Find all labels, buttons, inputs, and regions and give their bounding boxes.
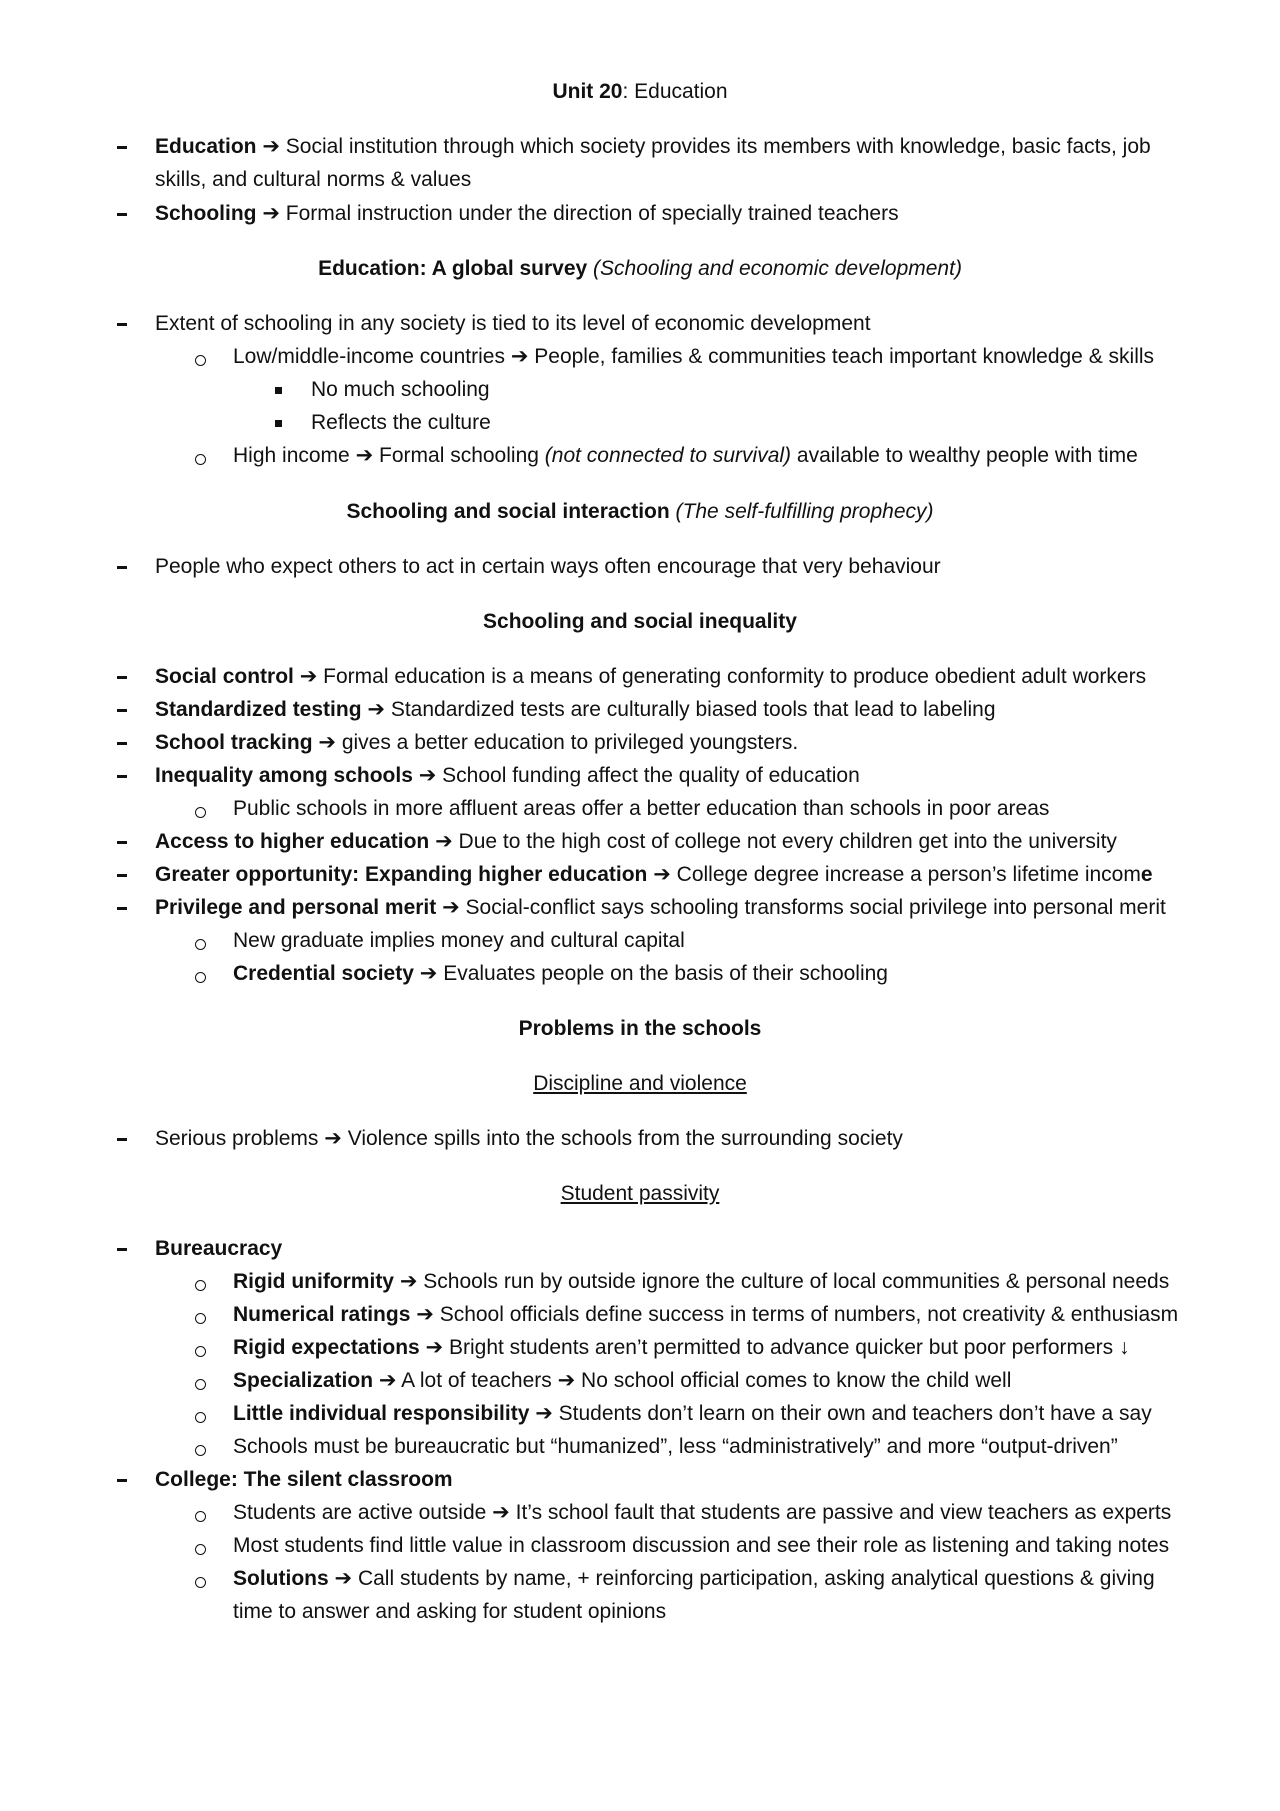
page-title <box>0 77 1280 107</box>
arrow-icon: ➔ <box>435 830 453 853</box>
circle-bullet <box>195 1577 206 1588</box>
item-text: Standardized tests are culturally biased tools that lead to labeling <box>384 698 996 721</box>
definition-education <box>155 132 1151 162</box>
item-text: available to wealthy people with time <box>791 444 1138 467</box>
title-subject: : Education <box>622 80 728 103</box>
item-text: School officials define success in terms of numbers, not creativity & enthusiasm <box>433 1303 1179 1326</box>
list-item <box>233 342 1154 372</box>
circle-bullet <box>195 1280 206 1291</box>
item-text: A lot of teachers <box>396 1369 552 1392</box>
arrow-icon: ➔ <box>355 444 374 467</box>
term: Credential society <box>233 962 414 985</box>
dash-bullet <box>117 874 127 877</box>
circle-bullet <box>195 454 206 465</box>
arrow-icon: ➔ <box>653 863 671 886</box>
item-text: Formal schooling <box>373 444 545 467</box>
term-schooling: Schooling <box>155 202 257 225</box>
list-item: Extent of schooling in any society is tied to its level of economic development <box>155 312 871 335</box>
section-heading-inequality: Schooling and social inequality <box>483 610 797 633</box>
item-text-bold: e <box>1140 863 1153 886</box>
term: Greater opportunity: Expanding higher education <box>155 863 648 886</box>
circle-bullet <box>195 1379 206 1390</box>
item-text: Call students by name, + reinforcing participation, asking analytical questions & giving <box>352 1567 1155 1590</box>
section-heading-interaction <box>0 497 1280 527</box>
subheading-passivity: Student passivity <box>560 1182 720 1205</box>
list-item: Bureaucracy <box>155 1237 283 1260</box>
term: Specialization <box>233 1369 374 1392</box>
arrow-icon: ➔ <box>318 731 336 754</box>
item-text: School funding affect the quality of education <box>436 764 860 787</box>
list-item <box>233 1498 1171 1528</box>
list-item <box>233 1333 1130 1363</box>
list-item <box>233 1267 1169 1297</box>
subheading-discipline: Discipline and violence <box>533 1072 747 1095</box>
circle-bullet <box>195 807 206 818</box>
circle-bullet <box>195 1445 206 1456</box>
dash-bullet <box>117 1248 127 1251</box>
arrow-icon: ➔ <box>425 1336 444 1359</box>
term: Standardized testing <box>155 698 362 721</box>
circle-bullet <box>195 1346 206 1357</box>
term: Inequality among schools <box>155 764 413 787</box>
heading-bold: Schooling and social interaction <box>346 500 670 523</box>
arrow-icon: ➔ <box>399 1270 418 1293</box>
item-text: gives a better education to privileged youngsters. <box>335 731 799 754</box>
dash-bullet <box>117 146 127 149</box>
list-item <box>155 662 1146 692</box>
item-text: It’s school fault that students are passive and view teachers as experts <box>509 1501 1172 1524</box>
arrow-icon: ➔ <box>334 1567 353 1590</box>
dash-bullet <box>117 213 127 216</box>
arrow-icon: ➔ <box>262 202 280 225</box>
heading-italic: (The self-fulfilling prophecy) <box>669 500 934 523</box>
definition-text: Social institution through which society provides its members with knowledge, basic facts, job <box>279 135 1151 158</box>
list-item: New graduate implies money and cultural capital <box>233 929 685 952</box>
list-item <box>155 827 1117 857</box>
dash-bullet <box>117 709 127 712</box>
definition-schooling <box>155 199 899 229</box>
title-unit: Unit 20 <box>552 80 623 103</box>
list-item <box>155 695 996 725</box>
term: Solutions <box>233 1567 329 1590</box>
circle-bullet <box>195 1544 206 1555</box>
circle-bullet <box>195 1511 206 1522</box>
section-heading-global <box>0 254 1280 284</box>
dash-bullet <box>117 907 127 910</box>
dash-bullet <box>117 566 127 569</box>
arrow-icon: ➔ <box>324 1127 342 1150</box>
list-item: No much schooling <box>311 378 490 401</box>
circle-bullet <box>195 939 206 950</box>
term: Privilege and personal merit <box>155 896 437 919</box>
dash-bullet <box>117 676 127 679</box>
list-item <box>233 1564 1155 1594</box>
square-bullet <box>275 387 282 394</box>
dash-bullet <box>117 841 127 844</box>
arrow-icon: ➔ <box>262 135 280 158</box>
arrow-icon: ➔ <box>557 1369 576 1392</box>
dash-bullet <box>117 1138 127 1141</box>
list-item <box>155 761 860 791</box>
dash-bullet <box>117 323 127 326</box>
arrow-icon: ➔ <box>510 345 529 368</box>
item-text: Bright students aren’t permitted to advance quicker but poor performers ↓ <box>443 1336 1130 1359</box>
heading-italic: (Schooling and economic development) <box>587 257 962 280</box>
arrow-icon: ➔ <box>535 1402 553 1425</box>
term: Access to higher education <box>155 830 430 853</box>
dash-bullet <box>117 775 127 778</box>
circle-bullet <box>195 972 206 983</box>
item-text-italic: (not connected to survival) <box>544 444 792 467</box>
item-text: Students are active outside <box>233 1501 487 1524</box>
arrow-icon: ➔ <box>492 1501 510 1524</box>
list-item <box>155 860 1153 890</box>
section-heading-problems: Problems in the schools <box>518 1017 762 1040</box>
list-item: Most students find little value in classroom discussion and see their role as listening and taking notes <box>233 1534 1170 1557</box>
list-item <box>233 441 1138 471</box>
heading-bold: Education: A global survey <box>318 257 588 280</box>
list-item <box>233 959 888 989</box>
dash-bullet <box>117 1479 127 1482</box>
list-item: Schools must be bureaucratic but “humanized”, less “administratively” and more “output-driven” <box>233 1435 1118 1458</box>
list-item <box>155 728 798 758</box>
circle-bullet <box>195 355 206 366</box>
dash-bullet <box>117 742 127 745</box>
list-item-cont: time to answer and asking for student opinions <box>233 1600 667 1623</box>
item-text: Serious problems <box>155 1127 319 1150</box>
item-text: Formal education is a means of generating conformity to produce obedient adult workers <box>317 665 1147 688</box>
item-text: People, families & communities teach important knowledge & skills <box>528 345 1155 368</box>
list-item: Public schools in more affluent areas offer a better education than schools in poor areas <box>233 797 1050 820</box>
arrow-icon: ➔ <box>299 665 318 688</box>
square-bullet <box>275 420 282 427</box>
item-text: Social-conflict says schooling transforms social privilege into personal merit <box>459 896 1166 919</box>
list-item <box>233 1399 1152 1429</box>
item-text: Students don’t learn on their own and teachers don’t have a say <box>552 1402 1152 1425</box>
list-item <box>155 893 1166 923</box>
term: Numerical ratings <box>233 1303 411 1326</box>
list-item: People who expect others to act in certain ways often encourage that very behaviour <box>155 555 941 578</box>
term: Little individual responsibility <box>233 1402 530 1425</box>
definition-education-cont: skills, and cultural norms & values <box>155 168 472 191</box>
definition-text: Formal instruction under the direction of specially trained teachers <box>279 202 899 225</box>
circle-bullet <box>195 1412 206 1423</box>
item-text: High income <box>233 444 350 467</box>
list-item: College: The silent classroom <box>155 1468 453 1491</box>
item-text: Schools run by outside ignore the culture of local communities & personal needs <box>417 1270 1170 1293</box>
arrow-icon: ➔ <box>442 896 460 919</box>
arrow-icon: ➔ <box>416 1303 434 1326</box>
list-item <box>233 1300 1178 1330</box>
term-education: Education <box>155 135 257 158</box>
item-text: No school official comes to know the child well <box>575 1369 1012 1392</box>
arrow-icon: ➔ <box>378 1369 397 1392</box>
item-text: Due to the high cost of college not every children get into the university <box>452 830 1117 853</box>
arrow-icon: ➔ <box>367 698 385 721</box>
list-item: Reflects the culture <box>311 411 491 434</box>
term: School tracking <box>155 731 313 754</box>
term: Rigid expectations <box>233 1336 420 1359</box>
item-text: Violence spills into the schools from the surrounding society <box>341 1127 903 1150</box>
list-item <box>155 1124 903 1154</box>
item-text: Evaluates people on the basis of their schooling <box>437 962 888 985</box>
arrow-icon: ➔ <box>419 962 438 985</box>
term: Rigid uniformity <box>233 1270 394 1293</box>
term: Social control <box>155 665 294 688</box>
list-item <box>233 1366 1011 1396</box>
item-text: Low/middle-income countries <box>233 345 505 368</box>
item-text: College degree increase a person’s lifetime incom <box>670 863 1141 886</box>
circle-bullet <box>195 1313 206 1324</box>
arrow-icon: ➔ <box>418 764 437 787</box>
